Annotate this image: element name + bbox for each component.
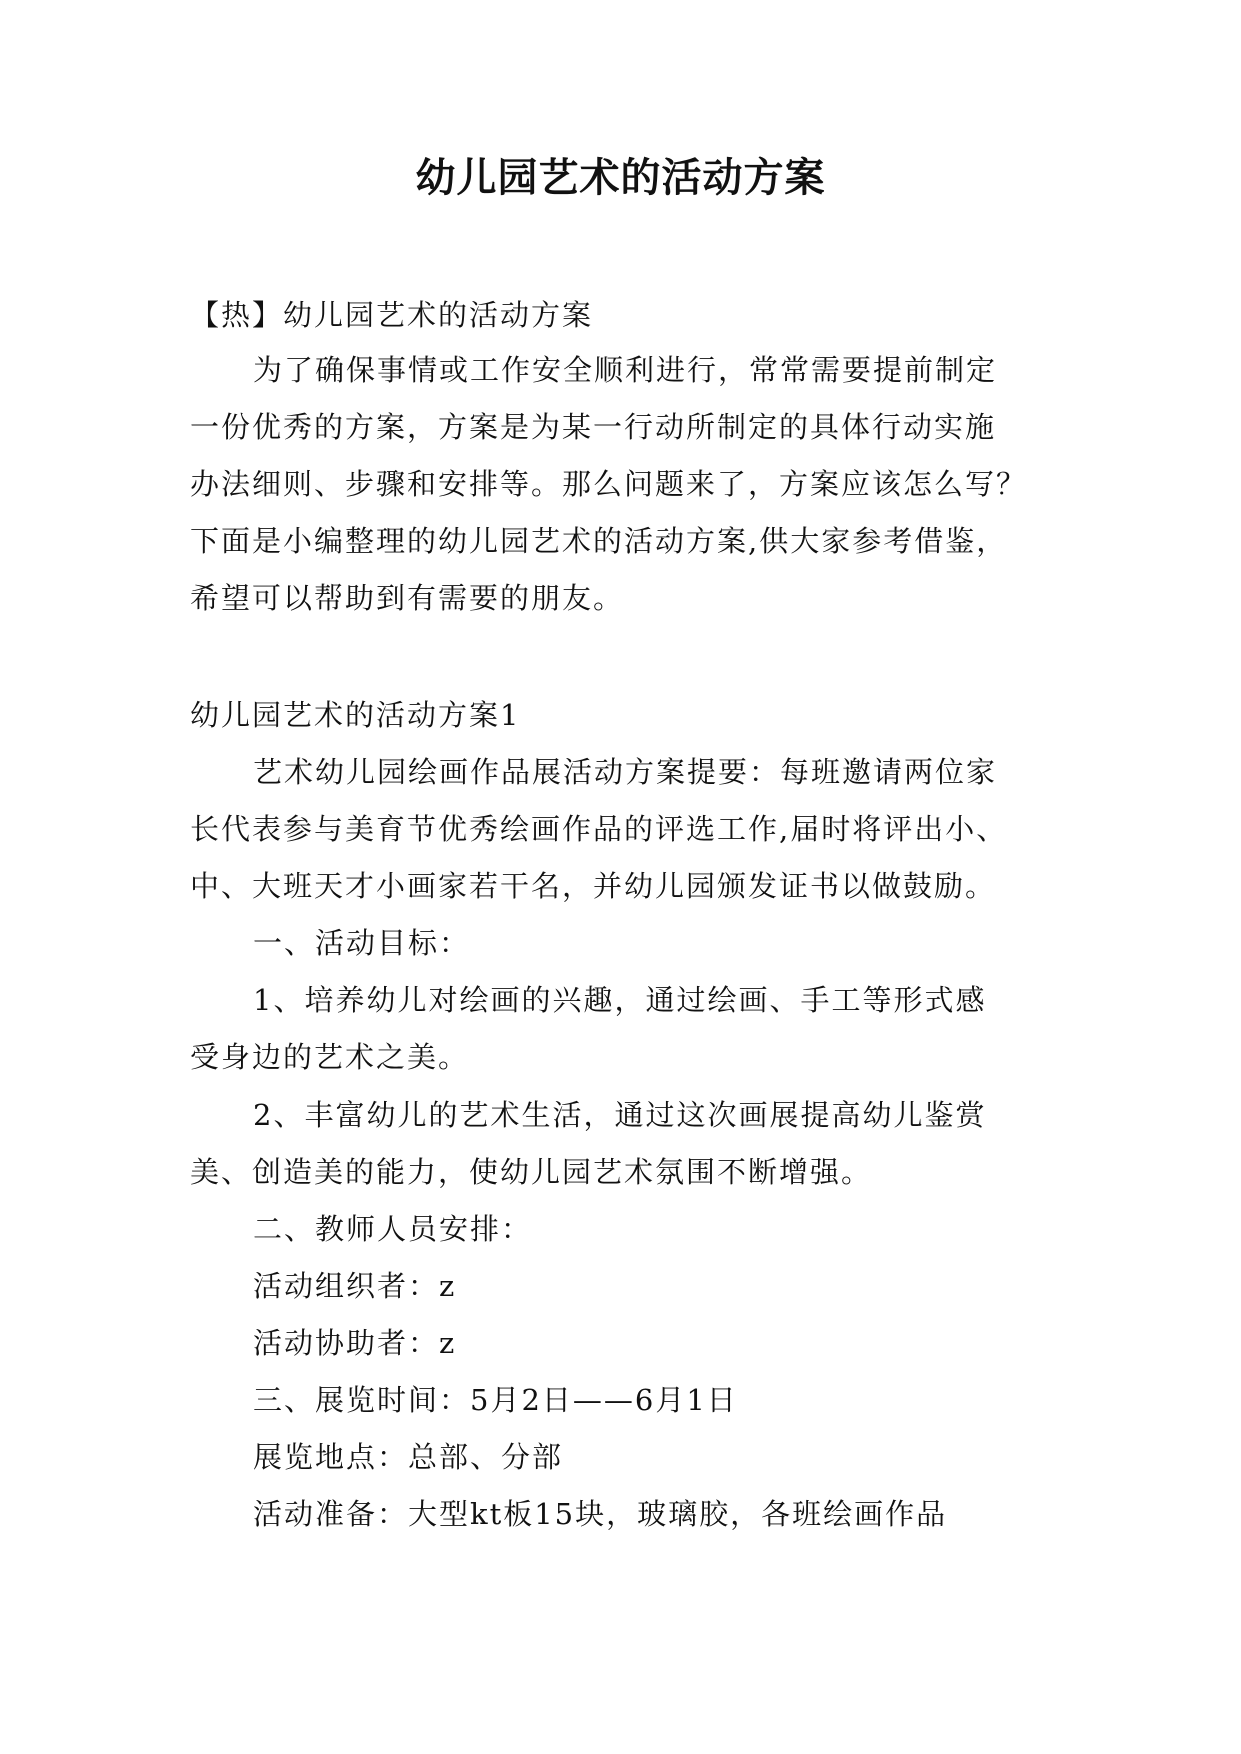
body-line-7: 2、丰富幼儿的艺术生活，通过这次画展提高幼儿鉴赏 (253, 1098, 987, 1132)
body-line-9: 二、教师人员安排： (253, 1212, 533, 1246)
document-title: 幼儿园艺术的活动方案 (415, 155, 826, 201)
body-line-3: 中、大班天才小画家若干名，并幼儿园颁发证书以做鼓励。 (190, 869, 997, 903)
body-line-14: 活动准备：大型kt板15块，玻璃胶，各班绘画作品 (253, 1497, 948, 1531)
body-line-5: 1、培养幼儿对绘画的兴趣，通过绘画、手工等形式感 (253, 983, 987, 1017)
section-heading: 幼儿园艺术的活动方案1 (190, 698, 521, 732)
intro-line-2: 一份优秀的方案，方案是为某一行动所制定的具体行动实施 (190, 410, 997, 444)
intro-line-5: 希望可以帮助到有需要的朋友。 (190, 581, 625, 615)
body-line-13: 展览地点：总部、分部 (253, 1440, 564, 1474)
body-line-2: 长代表参与美育节优秀绘画作品的评选工作,届时将评出小、 (190, 812, 1008, 846)
body-line-11: 活动协助者：z (253, 1326, 457, 1360)
body-line-6: 受身边的艺术之美。 (190, 1040, 470, 1074)
body-line-10: 活动组织者：z (253, 1269, 457, 1303)
body-line-8: 美、创造美的能力，使幼儿园艺术氛围不断增强。 (190, 1155, 873, 1189)
intro-heading: 【热】幼儿园艺术的活动方案 (190, 298, 594, 332)
intro-line-3: 办法细则、步骤和安排等。那么问题来了，方案应该怎么写？ (190, 467, 1028, 501)
body-line-4: 一、活动目标： (253, 926, 471, 960)
body-line-1: 艺术幼儿园绘画作品展活动方案提要：每班邀请两位家 (253, 755, 998, 789)
intro-line-4: 下面是小编整理的幼儿园艺术的活动方案,供大家参考借鉴， (190, 524, 1008, 558)
body-line-12: 三、展览时间：5月2日——6月1日 (253, 1383, 738, 1417)
intro-line-1: 为了确保事情或工作安全顺利进行，常常需要提前制定 (253, 353, 998, 387)
